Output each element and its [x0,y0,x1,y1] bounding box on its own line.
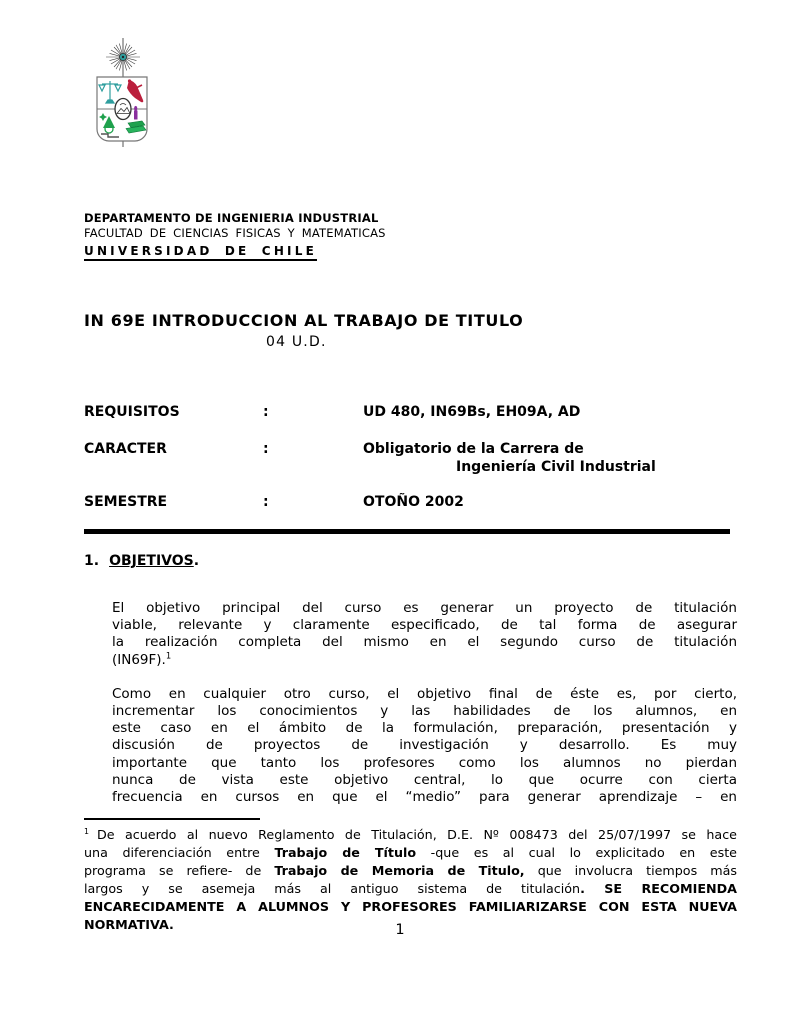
text-line: El objetivo principal del curso es generar un proyecto de titulación [112,600,737,616]
info-row-requisitos [84,403,739,421]
text-line: la realización completa del mismo en el segundo curso de titulación [112,634,737,651]
text-line: discusión de proyectos de investigación y desarrollo. Es muy [112,737,737,754]
text-line: una diferenciación entre Trabajo de Título -que es al cual lo explicitado en este [84,845,737,860]
text-line: largos y se asemeja más al antiguo sistema de titulación. SE RECOMIENDA [84,881,737,896]
footnote [84,826,737,934]
section-divider-rule [84,529,730,534]
course-title: IN 69E INTRODUCCION AL TRABAJO DE TITULO [84,311,524,330]
university-crest-icon [84,36,166,152]
text-line: nunca de vista este objetivo central, lo que ocurre con cierta [112,771,737,788]
colon-separator: : [263,494,269,510]
course-units: 04 U.D. [266,334,327,350]
text-line: Como en cualquier otro curso, el objetivo final de éste es, por cierto, [112,685,737,702]
footnote-separator [84,818,260,820]
page-number: 1 [395,922,405,938]
faculty-name: FACULTAD DE CIENCIAS FISICAS Y MATEMATICAS [84,225,386,240]
caracter-label: CARACTER [84,441,167,457]
text-line: $^1$ De acuerdo al nuevo Reglamento de Titulación, D.E. Nº 008473 del 25/07/1997 se hace [84,826,737,842]
course-title-block [84,311,644,350]
center-medallion-icon [115,99,131,120]
department-name: DEPARTAMENTO DE INGENIERIA INDUSTRIAL [84,211,379,225]
text-line: NORMATIVA. [84,917,174,932]
text-line: programa se refiere- de Trabajo de Memoria de Titulo, que involucra tiempos más [84,863,737,878]
text-line: (IN69F).$^1$ [112,650,172,668]
section-title: OBJETIVOS [109,553,194,569]
info-row-caracter [84,440,739,476]
section-heading [84,553,199,569]
requisitos-value: UD 480, IN69Bs, EH09A, AD [363,404,581,420]
section-title-period: . [193,553,200,569]
info-row-semestre [84,493,739,511]
colon-separator: : [263,404,269,420]
body-text [112,600,737,823]
section-number: 1. [84,553,100,569]
colon-separator: : [263,441,269,457]
letterhead [84,211,386,261]
semestre-label: SEMESTRE [84,494,168,510]
text-line: viable, relevante y claramente especificado, de tal forma de asegurar [112,617,737,634]
university-name: UNIVERSIDAD DE CHILE [84,244,317,261]
text-line: frecuencia en cursos en que el “medio” para generar aprendizaje – en [112,789,737,806]
text-line: importante que tanto los profesores como los alumnos no pierdan [112,754,737,771]
text-line: incrementar los conocimientos y las habilidades de los alumnos, en [112,703,737,720]
text-line: este caso en el ámbito de la formulación, preparación, presentación y [112,720,737,737]
requisitos-label: REQUISITOS [84,404,180,420]
caracter-value: Obligatorio de la Carrera de Ingeniería Civil Industrial [363,441,656,475]
text-line: ENCARECIDAMENTE A ALUMNOS Y PROFESORES FAMILIARIZARSE CON ESTA NUEVA [84,899,737,914]
paragraph-2 [112,686,737,806]
semestre-value: OTOÑO 2002 [363,494,464,510]
paragraph-1 [112,600,737,669]
